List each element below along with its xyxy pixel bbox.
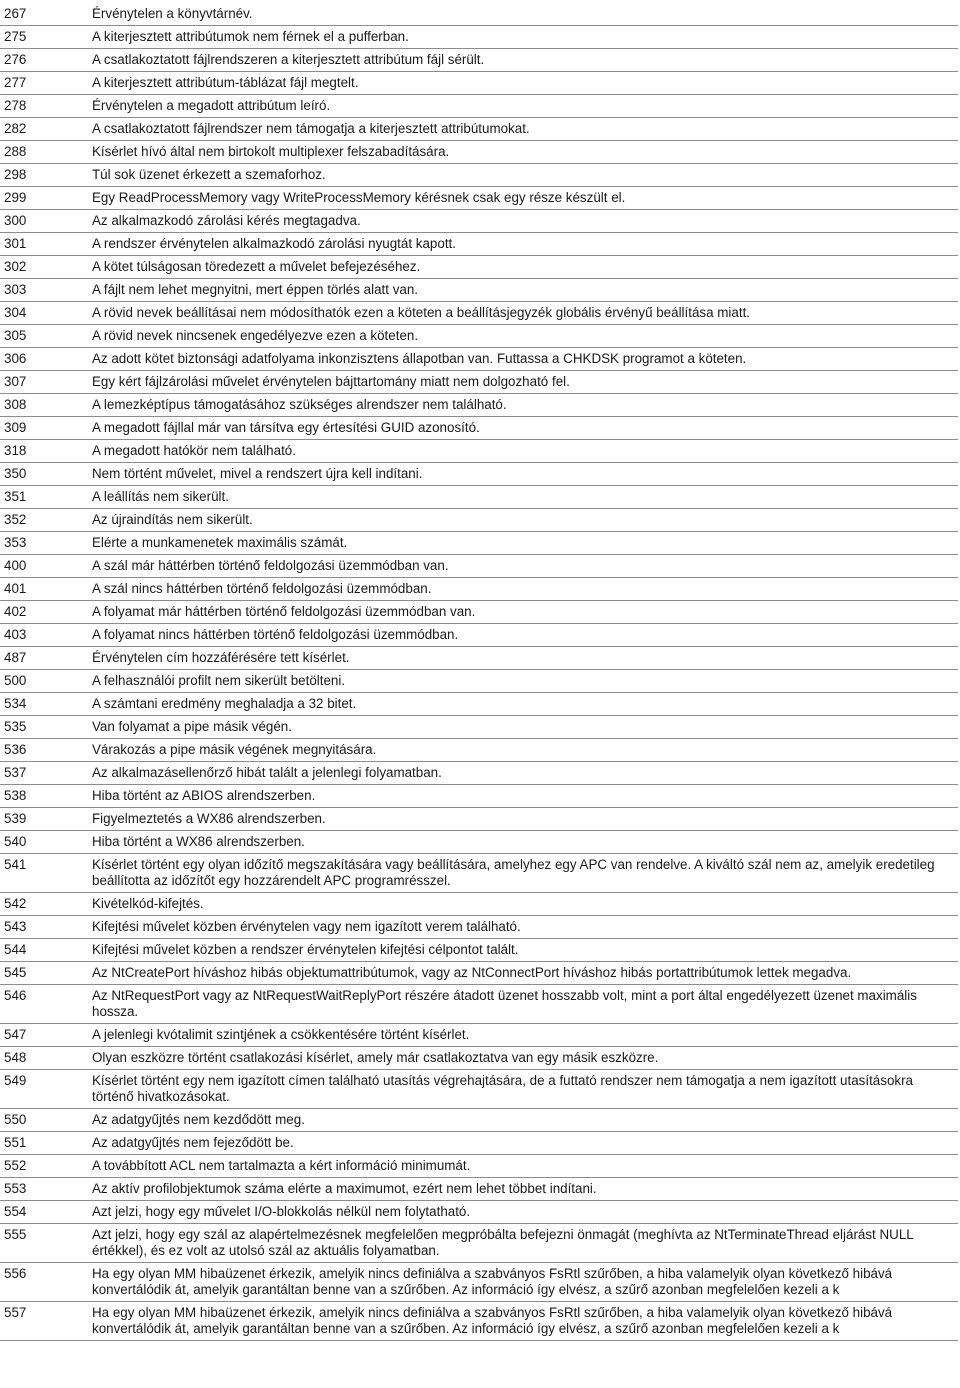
table-row	[0, 739, 958, 762]
table-row	[0, 118, 958, 141]
error-message: A csatlakoztatott fájlrendszer nem támogatja a kiterjesztett attribútumokat.	[88, 118, 958, 141]
error-message: A folyamat már háttérben történő feldolgozási üzemmódban van.	[88, 601, 958, 624]
error-code: 298	[0, 164, 88, 187]
error-message: Az újraindítás nem sikerült.	[88, 509, 958, 532]
error-code: 402	[0, 601, 88, 624]
error-code: 557	[0, 1302, 88, 1341]
error-code: 277	[0, 72, 88, 95]
table-row	[0, 210, 958, 233]
error-code: 352	[0, 509, 88, 532]
error-message: A csatlakoztatott fájlrendszeren a kiterjesztett attribútum fájl sérült.	[88, 49, 958, 72]
error-code: 302	[0, 256, 88, 279]
table-row	[0, 348, 958, 371]
table-row	[0, 1132, 958, 1155]
error-message: Egy ReadProcessMemory vagy WriteProcessMemory kérésnek csak egy része készült el.	[88, 187, 958, 210]
table-row	[0, 95, 958, 118]
table-row	[0, 256, 958, 279]
error-message: A rendszer érvénytelen alkalmazkodó zárolási nyugtát kapott.	[88, 233, 958, 256]
error-message: Hiba történt az ABIOS alrendszerben.	[88, 785, 958, 808]
error-code: 308	[0, 394, 88, 417]
error-message: A kötet túlságosan töredezett a művelet befejezéséhez.	[88, 256, 958, 279]
table-row	[0, 601, 958, 624]
error-code: 554	[0, 1201, 88, 1224]
error-code: 537	[0, 762, 88, 785]
error-code: 487	[0, 647, 88, 670]
error-message: Kifejtési művelet közben a rendszer érvénytelen kifejtési célpontot talált.	[88, 939, 958, 962]
error-message: Kísérlet hívó által nem birtokolt multiplexer felszabadítására.	[88, 141, 958, 164]
error-code: 544	[0, 939, 88, 962]
table-row	[0, 1024, 958, 1047]
table-row	[0, 555, 958, 578]
error-message: A szál nincs háttérben történő feldolgozási üzemmódban.	[88, 578, 958, 601]
error-code: 551	[0, 1132, 88, 1155]
error-message: Az alkalmazásellenőrző hibát talált a jelenlegi folyamatban.	[88, 762, 958, 785]
error-message: Az aktív profilobjektumok száma elérte a maximumot, ezért nem lehet többet indítani.	[88, 1178, 958, 1201]
table-row	[0, 532, 958, 555]
table-row	[0, 187, 958, 210]
error-code: 548	[0, 1047, 88, 1070]
table-row	[0, 164, 958, 187]
error-code: 555	[0, 1224, 88, 1263]
error-message: Az adott kötet biztonsági adatfolyama inkonzisztens állapotban van. Futtassa a CHKDSK programot a köteten.	[88, 348, 958, 371]
error-code: 540	[0, 831, 88, 854]
error-message: Ha egy olyan MM hibaüzenet érkezik, amelyik nincs definiálva a szabványos FsRtl szűrőben, a hiba valamelyik olyan következő hibává konvertálódik át, amelyik garantáltan benne van a szűrőben. Az információ így elvész, a szűrő azonban megfelelően kezeli a k	[88, 1263, 958, 1302]
error-code: 318	[0, 440, 88, 463]
table-row	[0, 893, 958, 916]
error-message: Azt jelzi, hogy egy művelet I/O-blokkolás nélkül nem folytatható.	[88, 1201, 958, 1224]
error-code: 282	[0, 118, 88, 141]
error-code: 288	[0, 141, 88, 164]
error-message: Hiba történt a WX86 alrendszerben.	[88, 831, 958, 854]
error-code: 546	[0, 985, 88, 1024]
table-row	[0, 1263, 958, 1302]
error-code: 309	[0, 417, 88, 440]
table-row	[0, 1155, 958, 1178]
error-code: 301	[0, 233, 88, 256]
error-code: 305	[0, 325, 88, 348]
error-code: 535	[0, 716, 88, 739]
error-message: A szál már háttérben történő feldolgozási üzemmódban van.	[88, 555, 958, 578]
error-message: A felhasználói profilt nem sikerült betölteni.	[88, 670, 958, 693]
error-message: A kiterjesztett attribútum-táblázat fájl megtelt.	[88, 72, 958, 95]
error-message: Kísérlet történt egy nem igazított címen található utasítás végrehajtására, de a futtató rendszer nem támogatja a nem igazított utasításokra történő hivatkozásokat.	[88, 1070, 958, 1109]
error-code: 351	[0, 486, 88, 509]
error-message: A rövid nevek nincsenek engedélyezve ezen a köteten.	[88, 325, 958, 348]
table-row	[0, 1047, 958, 1070]
table-row	[0, 302, 958, 325]
error-message: Elérte a munkamenetek maximális számát.	[88, 532, 958, 555]
error-code: 276	[0, 49, 88, 72]
error-code: 500	[0, 670, 88, 693]
table-row	[0, 371, 958, 394]
table-row	[0, 831, 958, 854]
error-code: 300	[0, 210, 88, 233]
table-row	[0, 716, 958, 739]
error-message: A továbbított ACL nem tartalmazta a kért információ minimumát.	[88, 1155, 958, 1178]
error-code: 275	[0, 26, 88, 49]
table-row	[0, 647, 958, 670]
table-row	[0, 417, 958, 440]
table-row	[0, 624, 958, 647]
table-row	[0, 394, 958, 417]
error-message: Az adatgyűjtés nem kezdődött meg.	[88, 1109, 958, 1132]
error-code: 538	[0, 785, 88, 808]
error-message: Érvénytelen a könyvtárnév.	[88, 3, 958, 26]
error-message: A jelenlegi kvótalimit szintjének a csökkentésére történt kísérlet.	[88, 1024, 958, 1047]
error-code: 553	[0, 1178, 88, 1201]
error-code: 306	[0, 348, 88, 371]
error-message: Ha egy olyan MM hibaüzenet érkezik, amelyik nincs definiálva a szabványos FsRtl szűrőben, a hiba valamelyik olyan következő hibává konvertálódik át, amelyik garantáltan benne van a szűrőben. Az információ így elvész, a szűrő azonban megfelelően kezeli a k	[88, 1302, 958, 1341]
error-message: A leállítás nem sikerült.	[88, 486, 958, 509]
error-code: 549	[0, 1070, 88, 1109]
error-code: 267	[0, 3, 88, 26]
error-message: Nem történt művelet, mivel a rendszert újra kell indítani.	[88, 463, 958, 486]
table-row	[0, 26, 958, 49]
table-row	[0, 693, 958, 716]
table-row	[0, 1178, 958, 1201]
error-message: A megadott fájllal már van társítva egy értesítési GUID azonosító.	[88, 417, 958, 440]
error-message: Van folyamat a pipe másik végén.	[88, 716, 958, 739]
table-row	[0, 279, 958, 302]
error-message: Az adatgyűjtés nem fejeződött be.	[88, 1132, 958, 1155]
table-row	[0, 762, 958, 785]
error-message: Érvénytelen cím hozzáférésére tett kísérlet.	[88, 647, 958, 670]
error-code: 303	[0, 279, 88, 302]
error-code: 552	[0, 1155, 88, 1178]
table-row	[0, 962, 958, 985]
error-message: Az NtCreatePort híváshoz hibás objektumattribútumok, vagy az NtConnectPort híváshoz hibás portattribútumok lettek megadva.	[88, 962, 958, 985]
error-code: 550	[0, 1109, 88, 1132]
error-message: A megadott hatókör nem található.	[88, 440, 958, 463]
table-row	[0, 325, 958, 348]
table-row	[0, 49, 958, 72]
table-row	[0, 1070, 958, 1109]
table-row	[0, 854, 958, 893]
error-message: Azt jelzi, hogy egy szál az alapértelmezésnek megfelelően megpróbálta befejezni önmagát (meghívta az NtTerminateThread eljárást NULL értékkel), és ez volt az utolsó szál az aktuális folyamatban.	[88, 1224, 958, 1263]
error-code: 547	[0, 1024, 88, 1047]
error-message: Olyan eszközre történt csatlakozási kísérlet, amely már csatlakoztatva van egy másik eszközre.	[88, 1047, 958, 1070]
error-code: 542	[0, 893, 88, 916]
error-message: A folyamat nincs háttérben történő feldolgozási üzemmódban.	[88, 624, 958, 647]
error-code: 543	[0, 916, 88, 939]
error-message: Várakozás a pipe másik végének megnyitására.	[88, 739, 958, 762]
error-code: 541	[0, 854, 88, 893]
table-row	[0, 440, 958, 463]
error-message: Az alkalmazkodó zárolási kérés megtagadva.	[88, 210, 958, 233]
error-code: 299	[0, 187, 88, 210]
error-code: 278	[0, 95, 88, 118]
error-message: Kifejtési művelet közben érvénytelen vagy nem igazított verem található.	[88, 916, 958, 939]
error-code: 307	[0, 371, 88, 394]
error-code-table-body	[0, 3, 958, 1341]
error-message: A lemezképtípus támogatásához szükséges alrendszer nem található.	[88, 394, 958, 417]
table-row	[0, 1201, 958, 1224]
error-code: 545	[0, 962, 88, 985]
table-row	[0, 1224, 958, 1263]
error-code: 400	[0, 555, 88, 578]
table-row	[0, 509, 958, 532]
error-code: 353	[0, 532, 88, 555]
error-code: 403	[0, 624, 88, 647]
error-message: Figyelmeztetés a WX86 alrendszerben.	[88, 808, 958, 831]
table-row	[0, 939, 958, 962]
error-message: Túl sok üzenet érkezett a szemaforhoz.	[88, 164, 958, 187]
error-message: A rövid nevek beállításai nem módosíthatók ezen a köteten a beállításjegyzék globális érvényű beállítása miatt.	[88, 302, 958, 325]
table-row	[0, 233, 958, 256]
table-row	[0, 141, 958, 164]
error-code-table	[0, 3, 958, 1341]
error-message: A számtani eredmény meghaladja a 32 bitet.	[88, 693, 958, 716]
error-message: Az NtRequestPort vagy az NtRequestWaitReplyPort részére átadott üzenet hosszabb volt, mint a port által engedélyezett üzenet maximális hossza.	[88, 985, 958, 1024]
error-code: 401	[0, 578, 88, 601]
table-row	[0, 486, 958, 509]
error-code: 350	[0, 463, 88, 486]
table-row	[0, 808, 958, 831]
error-code: 534	[0, 693, 88, 716]
error-code: 304	[0, 302, 88, 325]
table-row	[0, 670, 958, 693]
error-code: 536	[0, 739, 88, 762]
table-row	[0, 1302, 958, 1341]
table-row	[0, 916, 958, 939]
table-row	[0, 3, 958, 26]
error-message: Kísérlet történt egy olyan időzítő megszakítására vagy beállítására, amelyhez egy APC van rendelve. A kiváltó szál nem az, amelyik eredetileg beállította az időzítőt egy hozzárendelt APC programrésszel.	[88, 854, 958, 893]
error-code: 539	[0, 808, 88, 831]
error-message: A kiterjesztett attribútumok nem férnek el a pufferban.	[88, 26, 958, 49]
error-message: Egy kért fájlzárolási művelet érvénytelen bájttartomány miatt nem dolgozható fel.	[88, 371, 958, 394]
error-message: Kivételkód-kifejtés.	[88, 893, 958, 916]
error-message: Érvénytelen a megadott attribútum leíró.	[88, 95, 958, 118]
table-row	[0, 785, 958, 808]
table-row	[0, 985, 958, 1024]
table-row	[0, 578, 958, 601]
table-row	[0, 1109, 958, 1132]
table-row	[0, 463, 958, 486]
error-code: 556	[0, 1263, 88, 1302]
table-row	[0, 72, 958, 95]
error-message: A fájlt nem lehet megnyitni, mert éppen törlés alatt van.	[88, 279, 958, 302]
